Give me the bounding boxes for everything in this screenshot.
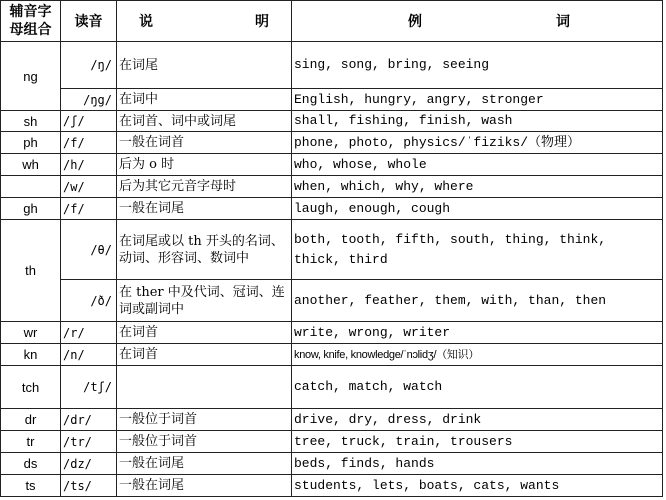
combo-cell: dr <box>1 409 61 431</box>
reading-cell: /ð/ <box>61 280 117 322</box>
explanation-cell: 一般在词尾 <box>117 453 292 475</box>
table-row <box>1 431 663 453</box>
combo-cell: sh <box>1 111 61 132</box>
examples-cell: who, whose, whole <box>292 154 663 176</box>
examples-cell: sing, song, bring, seeing <box>292 42 663 89</box>
reading-cell: /tr/ <box>61 431 117 453</box>
combo-cell: th <box>1 220 61 322</box>
combo-cell: wh <box>1 154 61 176</box>
table-row <box>1 89 663 111</box>
examples-cell: another, feather, them, with, than, then <box>292 280 663 322</box>
table-row <box>1 198 663 220</box>
reading-cell: /n/ <box>61 344 117 366</box>
reading-cell: /r/ <box>61 322 117 344</box>
table-row <box>1 366 663 409</box>
table-row <box>1 344 663 366</box>
combo-cell: ts <box>1 475 61 497</box>
table-row <box>1 154 663 176</box>
header-consonant-combination <box>1 1 61 42</box>
table-row <box>1 220 663 280</box>
table-row <box>1 475 663 497</box>
combo-cell: kn <box>1 344 61 366</box>
explanation-cell: 在词尾 <box>117 42 292 89</box>
explanation-cell: 在词中 <box>117 89 292 111</box>
reading-cell: /ŋ/ <box>61 42 117 89</box>
combo-cell: gh <box>1 198 61 220</box>
table-row <box>1 409 663 431</box>
header-example-right: 词 <box>556 14 570 30</box>
reading-cell: /f/ <box>61 198 117 220</box>
table-row <box>1 322 663 344</box>
examples-cell: drive, dry, dress, drink <box>292 409 663 431</box>
examples-cell: students, lets, boats, cats, wants <box>292 475 663 497</box>
header-explain-left: 说 <box>139 14 153 30</box>
combo-cell: wr <box>1 322 61 344</box>
combo-cell: tch <box>1 366 61 409</box>
explanation-cell: 一般在词尾 <box>117 475 292 497</box>
reading-cell: /f/ <box>61 132 117 154</box>
explanation-cell: 在词首 <box>117 322 292 344</box>
header-combo-line1: 辅音字 <box>9 4 52 20</box>
explanation-cell: 一般在词尾 <box>117 198 292 220</box>
examples-cell: know, knife, knowledge/ˈnɔlidʒ/（知识） <box>292 344 663 366</box>
combo-cell: ds <box>1 453 61 475</box>
examples-cell: write, wrong, writer <box>292 322 663 344</box>
explanation-cell: 后为 o 时 <box>117 154 292 176</box>
combo-cell: ph <box>1 132 61 154</box>
reading-cell: /ts/ <box>61 475 117 497</box>
reading-cell: /dz/ <box>61 453 117 475</box>
reading-cell: /dr/ <box>61 409 117 431</box>
combo-cell <box>1 176 61 198</box>
examples-cell: catch, match, watch <box>292 366 663 409</box>
table-row <box>1 42 663 89</box>
explanation-cell: 在词尾或以 th 开头的名词、动词、形容词、数词中 <box>117 220 292 280</box>
examples-cell: both, tooth, fifth, south, thing, think, thick, third <box>292 220 663 280</box>
explanation-cell <box>117 366 292 409</box>
explanation-cell: 在词首、词中或词尾 <box>117 111 292 132</box>
table-row <box>1 111 663 132</box>
reading-cell: /θ/ <box>61 220 117 280</box>
explanation-cell: 后为其它元音字母时 <box>117 176 292 198</box>
table-row <box>1 453 663 475</box>
explanation-cell: 在词首 <box>117 344 292 366</box>
explanation-cell: 一般在词首 <box>117 132 292 154</box>
explanation-cell: 一般位于词首 <box>117 431 292 453</box>
header-reading: 读音 <box>61 1 117 42</box>
header-combo-line2: 母组合 <box>9 22 52 38</box>
examples-cell: shall, fishing, finish, wash <box>292 111 663 132</box>
examples-cell: laugh, enough, cough <box>292 198 663 220</box>
explanation-cell: 在 ther 中及代词、冠词、连词或副词中 <box>117 280 292 322</box>
examples-cell: tree, truck, train, trousers <box>292 431 663 453</box>
examples-cell: English, hungry, angry, stronger <box>292 89 663 111</box>
combo-cell: tr <box>1 431 61 453</box>
explanation-cell: 一般位于词首 <box>117 409 292 431</box>
reading-cell: /ʃ/ <box>61 111 117 132</box>
header-example-left: 例 <box>408 14 422 30</box>
table-row <box>1 132 663 154</box>
table-row <box>1 176 663 198</box>
reading-cell: /w/ <box>61 176 117 198</box>
header-explain-right: 明 <box>255 14 269 30</box>
examples-cell: beds, finds, hands <box>292 453 663 475</box>
examples-cell: when, which, why, where <box>292 176 663 198</box>
reading-cell: /tʃ/ <box>61 366 117 409</box>
reading-cell: /h/ <box>61 154 117 176</box>
table-row <box>1 280 663 322</box>
examples-cell: phone, photo, physics/ˈfiziks/（物理） <box>292 132 663 154</box>
reading-cell: /ŋg/ <box>61 89 117 111</box>
header-row <box>1 1 663 42</box>
header-explanation <box>117 1 292 42</box>
header-examples <box>292 1 663 42</box>
combo-cell: ng <box>1 42 61 111</box>
